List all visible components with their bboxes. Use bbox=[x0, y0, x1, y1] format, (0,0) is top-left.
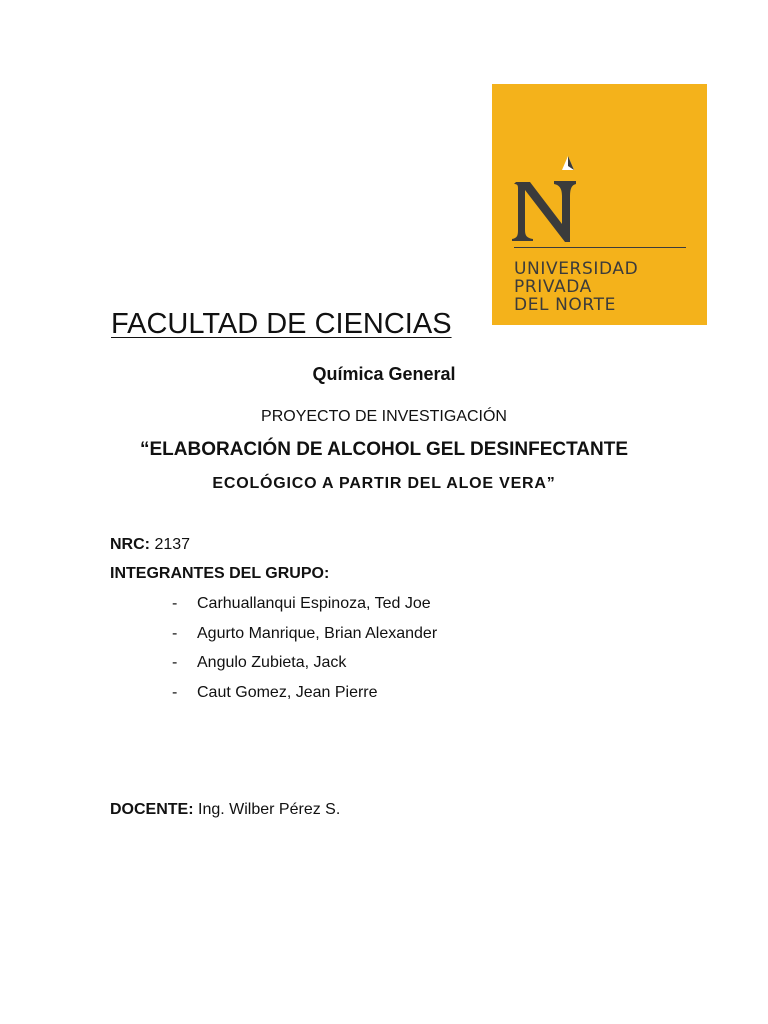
nrc-label: NRC: bbox=[110, 536, 150, 553]
faculty-title: FACULTAD DE CIENCIAS bbox=[111, 308, 452, 340]
members-list bbox=[172, 594, 437, 712]
nrc-line bbox=[110, 536, 190, 554]
list-item bbox=[172, 683, 437, 713]
logo-text-line-1: UNIVERSIDAD bbox=[514, 259, 639, 279]
teacher-label: DOCENTE: bbox=[110, 801, 194, 818]
logo-text-line-3: DEL NORTE bbox=[514, 295, 616, 315]
members-heading: INTEGRANTES DEL GRUPO: bbox=[110, 565, 330, 582]
member-name: Carhuallanqui Espinoza, Ted Joe bbox=[197, 595, 431, 612]
member-name: Agurto Manrique, Brian Alexander bbox=[197, 624, 438, 642]
course-name: Química General bbox=[312, 364, 456, 384]
list-bullet: - bbox=[172, 624, 178, 642]
project-title-line-1: “ELABORACIÓN DE ALCOHOL GEL DESINFECTANTE bbox=[139, 439, 629, 460]
list-item bbox=[172, 594, 437, 624]
member-name: Angulo Zubieta, Jack bbox=[197, 654, 347, 671]
project-title-line-2: ECOLÓGICO A PARTIR DEL ALOE VERA” bbox=[212, 475, 556, 492]
logo-divider bbox=[514, 247, 686, 248]
list-bullet: - bbox=[172, 595, 178, 612]
list-item bbox=[172, 624, 437, 654]
university-logo bbox=[492, 84, 707, 325]
list-bullet: - bbox=[172, 654, 178, 671]
list-bullet: - bbox=[172, 683, 178, 701]
logo-text-line-2: PRIVADA bbox=[514, 277, 592, 297]
member-name: Caut Gomez, Jean Pierre bbox=[197, 683, 378, 701]
project-type-label: PROYECTO DE INVESTIGACIÓN bbox=[261, 408, 507, 425]
list-item bbox=[172, 653, 437, 683]
teacher-name: Ing. Wilber Pérez S. bbox=[198, 801, 341, 818]
nrc-value: 2137 bbox=[154, 536, 191, 553]
teacher-line bbox=[110, 801, 340, 819]
